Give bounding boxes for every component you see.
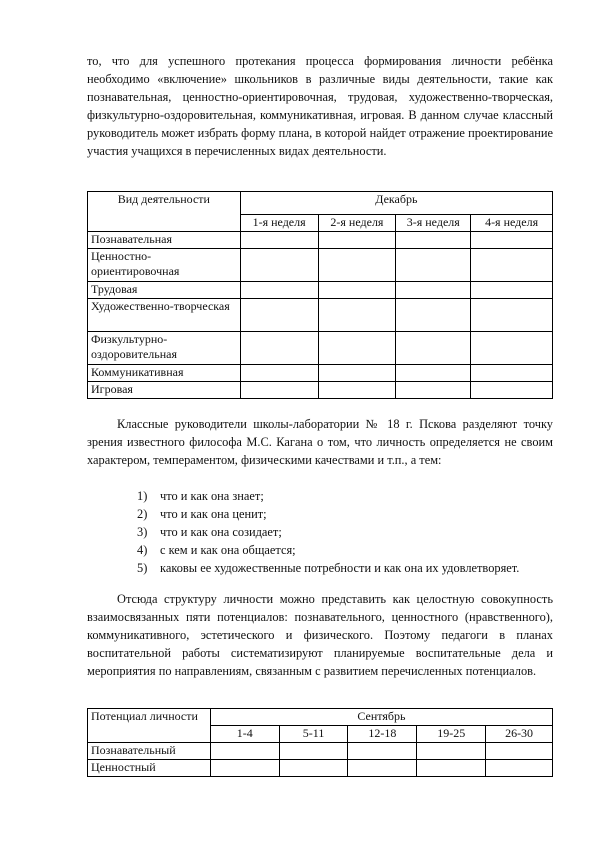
list-number: 2) (137, 507, 148, 521)
period-header: 1-4 (210, 726, 279, 743)
period-header: 12-18 (348, 726, 417, 743)
activity-label: Коммуникативная (88, 365, 241, 382)
week-header: 4-я неделя (471, 215, 553, 232)
activity-label: Познавательная (88, 232, 241, 249)
list-item (137, 523, 553, 541)
list-text: каковы ее художественные потребности и как она их удовлетворяет. (160, 561, 520, 575)
list-number: 4) (137, 543, 148, 557)
list-text: что и как она созидает; (160, 525, 282, 539)
list-number: 5) (137, 561, 148, 575)
list-item (137, 487, 553, 505)
table-row (88, 382, 553, 399)
intro-paragraph: то, что для успешного протекания процесса формирования личности ребёнка необходимо «включение» школьников в различные виды деятельности, такие как познавательная, ценностно-ориентировочная, трудовая, художественно-творческая, физкультурно-оздоровительная, коммуникативная, игровая. В данном случае классный руководитель может избрать форму плана, в которой найдет отражение проектирование участия учащихся в перечисленных видах деятельности. (87, 54, 553, 158)
period-header: 19-25 (417, 726, 486, 743)
potential-header: Потенциал личности (88, 709, 211, 743)
week-header: 1-я неделя (240, 215, 318, 232)
activity-label: Физкультурно-оздоровительная (88, 332, 241, 365)
week-header: 2-я неделя (318, 215, 396, 232)
structure-paragraph: Отсюда структуру личности можно представить как целостную совокупность взаимосвязанных пяти потенциалов: познавательного, ценностного (нравственного), коммуникативного, эстетического и физического. Поэтому педагоги в планах воспитательной работы систематизируют планируемые воспитательные дела и мероприятия по направлениям, связанным с развитием перечисленных потенциалов. (87, 592, 553, 678)
potential-label: Ценностный (88, 760, 211, 777)
table-row (88, 282, 553, 299)
month-header: Сентябрь (210, 709, 552, 726)
list-text: что и как она ценит; (160, 507, 267, 521)
period-header: 26-30 (486, 726, 553, 743)
list-number: 3) (137, 525, 148, 539)
activity-label: Художественно-творческая (88, 299, 241, 332)
list-text: что и как она знает; (160, 489, 264, 503)
table-row (88, 299, 553, 332)
month-header: Декабрь (240, 192, 552, 215)
activity-plan-table (87, 191, 553, 399)
potential-label: Познавательный (88, 743, 211, 760)
table-row (88, 365, 553, 382)
period-header: 5-11 (279, 726, 348, 743)
list-text: с кем и как она общается; (160, 543, 296, 557)
table-row (88, 760, 553, 777)
activity-type-header: Вид деятельности (88, 192, 241, 232)
kagan-paragraph: Классные руководители школы-лаборатории № 18 г. Пскова разделяют точку зрения известного философа М.С. Кагана о том, что личность определяется не своим характером, темпераментом, физическими качествами и т.п., а тем: (87, 417, 553, 467)
table-row (88, 332, 553, 365)
list-item (137, 541, 553, 559)
potential-plan-table (87, 708, 553, 777)
list-number: 1) (137, 489, 148, 503)
list-item (137, 505, 553, 523)
table-row (88, 249, 553, 282)
activity-label: Ценностно-ориентировочная (88, 249, 241, 282)
activity-label: Трудовая (88, 282, 241, 299)
table-row (88, 232, 553, 249)
table-row (88, 743, 553, 760)
personality-list (137, 487, 553, 577)
list-item (137, 559, 553, 577)
activity-label: Игровая (88, 382, 241, 399)
week-header: 3-я неделя (396, 215, 471, 232)
